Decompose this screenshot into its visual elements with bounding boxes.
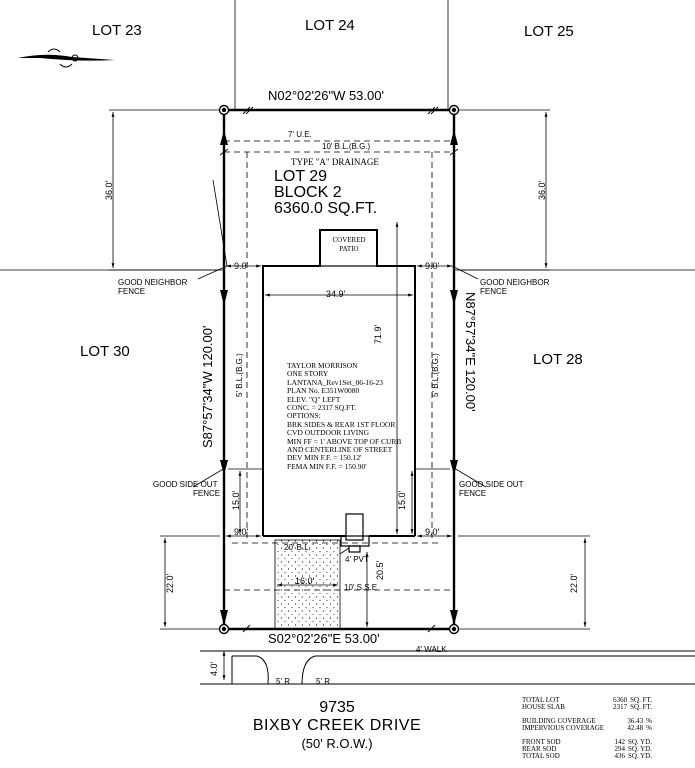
lot-number: LOT 29 xyxy=(274,168,328,185)
summary-value: 36.43 xyxy=(627,716,644,725)
dim-house-width: 34.9' xyxy=(326,289,346,299)
summary-label: TOTAL SOD xyxy=(522,752,560,761)
bearing-bottom: S02°02'26"E 53.00' xyxy=(268,631,380,646)
note-line: BRK SIDES & REAR 1ST FLOOR xyxy=(287,419,396,429)
summary-unit: SQ. FT. xyxy=(630,703,652,712)
summary-label: HOUSE SLAB xyxy=(522,703,565,712)
patio-label-1: COVERED xyxy=(332,236,366,244)
utility-easement: 7' U.E. xyxy=(288,130,312,139)
gso-left-1: GOOD SIDE OUT xyxy=(153,480,218,489)
street-row: (50' R.O.W.) xyxy=(301,736,373,751)
rear-building-line: 10' B.L.(B.G.) xyxy=(322,142,371,151)
lot-30-label: LOT 30 xyxy=(80,343,130,360)
bearing-right: N87°57'34"E 120.00' xyxy=(463,292,478,412)
pvt-leader xyxy=(340,548,349,554)
summary-value: 6360 xyxy=(613,696,628,704)
dim-rear-left: 36.0' xyxy=(104,180,114,200)
gso-left-2: FENCE xyxy=(193,489,221,498)
coverage-summary xyxy=(522,697,652,761)
dim-side-left-15: 15.0' xyxy=(231,490,241,510)
lot-23-label: LOT 23 xyxy=(92,22,142,39)
summary-unit: SQ. FT. xyxy=(630,696,652,704)
street-curb xyxy=(200,651,695,684)
gso-right-1: GOOD SIDE OUT xyxy=(459,480,524,489)
dim-side-bottom-left: 9.0' xyxy=(234,527,249,537)
note-line: ELEV. "Q" LEFT xyxy=(287,394,341,404)
note-line: FEMA MIN F.F. = 150.90' xyxy=(287,461,367,471)
bearing-left: S87°57'34"W 120.00' xyxy=(200,325,215,448)
summary-label: BUILDING COVERAGE xyxy=(522,716,596,725)
summary-unit: % xyxy=(646,716,652,725)
patio-label-2: PATIO xyxy=(339,245,359,253)
note-line: TAYLOR MORRISON xyxy=(287,361,358,370)
note-line: DEV MIN F.F. = 150.12' xyxy=(287,453,362,463)
note-line: LANTANA_Rev1Set_06-16-23 xyxy=(287,377,384,387)
summary-label: FRONT SOD xyxy=(522,737,561,746)
dim-drive-width: 16.0' xyxy=(295,576,315,586)
gso-right-2: FENCE xyxy=(459,489,487,498)
dim-house-depth: 71.9' xyxy=(373,324,383,344)
gnf-left-2: FENCE xyxy=(118,287,146,296)
front-building-line: 20' B.L. xyxy=(284,543,311,552)
summary-unit: SQ. YD. xyxy=(627,752,652,761)
gnf-right-1: GOOD NEIGHBOR xyxy=(480,278,550,287)
summary-unit: SQ. YD. xyxy=(627,744,652,753)
dim-rear-right: 36.0' xyxy=(537,180,547,200)
dim-side-top-right: 9.0' xyxy=(425,261,440,271)
note-line: CONC. = 2317 SQ.FT. xyxy=(287,403,357,413)
summary-value: 42.48 xyxy=(627,724,644,733)
summary-label: IMPERVIOUS COVERAGE xyxy=(522,724,605,733)
lot-25-label: LOT 25 xyxy=(524,23,574,40)
note-line: PLAN No. E351W0080 xyxy=(287,386,360,396)
lot-area: 6360.0 SQ.FT. xyxy=(274,200,378,217)
dim-pvt: 4' PVT xyxy=(345,555,369,564)
lot-24-label: LOT 24 xyxy=(305,17,355,34)
summary-label: TOTAL LOT xyxy=(522,696,560,704)
summary-unit: SQ. YD. xyxy=(627,737,652,746)
note-line: ONE STORY xyxy=(287,369,329,379)
note-line: AND CENTERLINE OF STREET xyxy=(287,445,393,455)
north-arrow-icon xyxy=(18,49,115,67)
summary-row xyxy=(522,753,652,760)
dim-radius-left: 5' R xyxy=(276,677,290,686)
summary-row xyxy=(522,704,652,711)
bearing-top: N02°02'26"W 53.00' xyxy=(268,88,384,103)
note-line: MIN FF = 1' ABOVE TOP OF CURB xyxy=(287,436,402,446)
left-building-line: 5' B.L.(B.G.) xyxy=(235,353,244,397)
dim-porch-depth: 20.5' xyxy=(375,560,385,580)
summary-value: 294 xyxy=(614,744,625,753)
dim-side-right-15: 15.0' xyxy=(397,490,407,510)
dim-side-bottom-right: 9.0' xyxy=(425,527,440,537)
front-porch xyxy=(341,514,369,552)
street-number: 9735 xyxy=(319,699,355,716)
lot-28-label: LOT 28 xyxy=(533,351,583,368)
gnf-left-1: GOOD NEIGHBOR xyxy=(118,278,188,287)
plan-notes xyxy=(287,362,401,471)
summary-unit: % xyxy=(646,724,652,733)
block-number: BLOCK 2 xyxy=(274,184,342,201)
note-line: OPTIONS: xyxy=(287,411,321,421)
summary-value: 436 xyxy=(614,752,625,761)
summary-row xyxy=(522,725,652,732)
dim-front-left: 22.0' xyxy=(165,573,175,593)
dim-front-right: 22.0' xyxy=(569,573,579,593)
right-building-line: 5' B.L.(B.G.) xyxy=(431,353,440,397)
dim-side-top-left: 9.0' xyxy=(234,261,249,271)
summary-value: 142 xyxy=(614,737,625,746)
note-line: CVD OUTDOOR LIVING xyxy=(287,428,370,438)
gnf-right-2: FENCE xyxy=(480,287,508,296)
dim-curb: 4.0' xyxy=(209,661,219,676)
dim-walk: 4' WALK xyxy=(416,645,447,654)
sanitary-sewer-easement: 10' S.S.E xyxy=(344,583,378,592)
dim-radius-right: 5' R xyxy=(316,677,330,686)
summary-value: 2317 xyxy=(613,703,628,712)
summary-label: REAR SOD xyxy=(522,744,557,753)
drainage-type: TYPE "A" DRAINAGE xyxy=(291,157,379,167)
street-name: BIXBY CREEK DRIVE xyxy=(252,717,422,734)
